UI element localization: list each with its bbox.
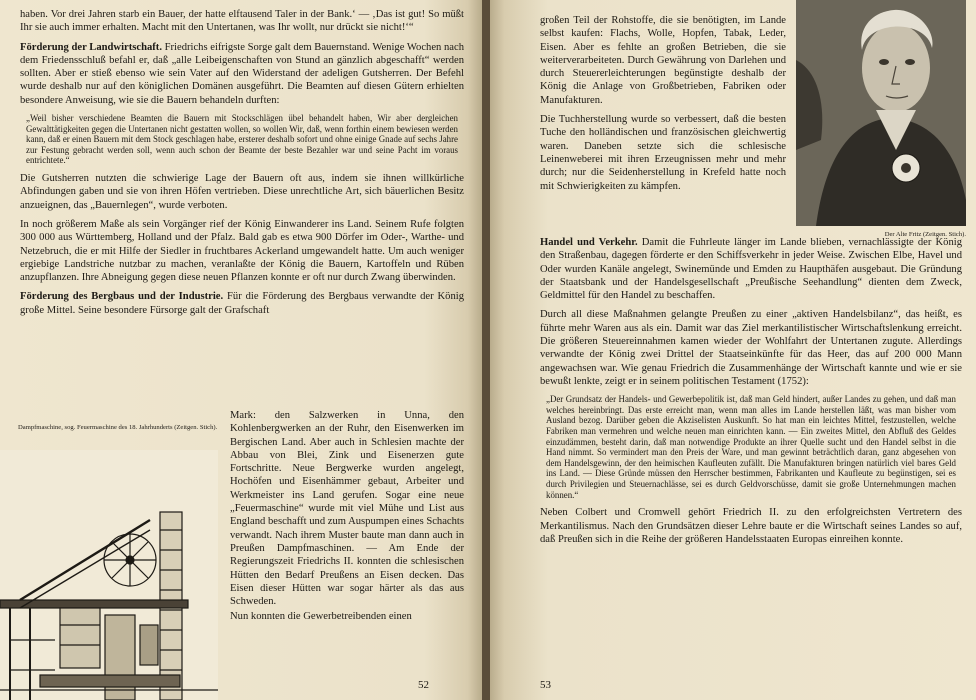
paragraph-landwirtschaft (20, 41, 464, 107)
portrait-alter-fritz (796, 0, 966, 226)
paragraph-gutsherren: Die Gutsherren nutzten die schwierige Lage der Bauern oft aus, indem sie ihnen willkürliche Abfindungen gaben und sie von ihren Höfen vertrieben. Diese unrechtliche Art, sich bäuerlichen Besitz anzueignen, das „Bauernlegen“, wurde verboten. (20, 173, 464, 211)
section-heading-bergbau: Förderung des Bergbaus und der Industrie. (20, 291, 224, 303)
page-number-left: 52 (418, 679, 429, 691)
section-heading-handel: Handel und Verkehr. (540, 237, 638, 248)
left-text-column (20, 8, 464, 317)
right-wide-column (540, 236, 962, 552)
paragraph-gewerbetreibende: Nun konnten die Gewerbetreibenden einen (230, 611, 412, 623)
paragraph-intro: haben. Vor drei Jahren starb ein Bauer, der hatte elftausend Taler in der Bank.‘ — ‚Das ist gut! So müßt Ihr sie auch immer erhalten. Macht mit den Untertanen, was Ihr wollt, nur drückt sie nicht!‘“ (20, 9, 464, 34)
left-page (0, 0, 482, 700)
caption-alter-fritz: Der Alte Fritz (Zeitgen. Stich). (884, 231, 966, 238)
paragraph-einwanderer: In noch größerem Maße als sein Vorgänger rief der König Einwanderer ins Land. Seinem Rufe folgten 300 000 aus Württemberg, Holland und der Pfalz. Bald gab es etwa 900 Dörfer im Oder-, Warthe- und Netzebruch, die er mit Hilfe der Siedler in fruchtbares Ackerland umgewandelt hatte. Um auch weniger ergiebige Landstriche nutzbar zu machen, veranlaßte der König die Bauern, Kartoffeln und Rüben anzupflanzen. Ihre Abneigung gegen diese neuen Pflanzen konnte er oft nur durch Zwang überwinden. (20, 218, 464, 284)
caption-dampfmaschine: Dampfmaschine, sog. Feuermaschine des 18. Jahrhunderts (Zeitgen. Stich). (18, 424, 218, 431)
paragraph-bergbau (20, 290, 464, 317)
book-gutter (482, 0, 490, 700)
section-text-landwirtschaft: Friedrichs eifrigste Sorge galt dem Bauernstand. Wenige Wochen nach dem Friedensschluß befahl er, daß „alle Leibeigenschaften von Stund an gänzlich abgeschafft“ werden sollten. Aber er stieß ebenso wie sein Vater auf den Widerstand der adeligen Gutsherren. Der Befehl wurde deshalb nur auf den königlichen Domänen ausgeführt. Die Beamten auf diesen Gütern erhielten besondere Anweisung, wie sie die Bauern behandeln durften: (20, 41, 464, 106)
section-heading-landwirtschaft: Förderung der Landwirtschaft. (20, 41, 162, 53)
paragraph-rohstoffe: großen Teil der Rohstoffe, die sie benötigten, im Lande selbst kaufen: Flachs, Wolle, Hopfen, Tabak, Leder, Eisen. Aber es fehlte an großen Betrieben, die sie weiterverarbeiteten. Durch Gewährung von Darlehen und durch Steuererleichterungen begünstigte deshalb der König die Anlage von Großbetrieben, Fabriken oder Manufakturen. (540, 15, 786, 106)
right-page (490, 0, 976, 700)
right-narrow-column (540, 14, 786, 199)
paragraph-merkantilismus: Neben Colbert und Cromwell gehört Friedrich II. zu den erfolgreichsten Vertretern des Merkantilismus. Nach den Grundsätzen dieser Lehre baute er die Wirtschaft seines Landes so auf, daß Preußen sich in die Reihe der größeren Handelsstaaten Europas einreihen konnte. (540, 507, 962, 545)
left-narrow-column (230, 409, 464, 630)
page-number-right: 53 (540, 679, 551, 691)
section-text-handel: Damit die Fuhrleute länger im Lande blieben, vernachlässigte der König den Straßenbau, dagegen förderte er den Schiffsverkehr in jeder Weise. Zwischen Elbe, Havel und Oder wurden Kanäle angelegt, Swinemünde und Emden zu Haupthäfen ausgebaut. Die Gründung der Staatsbank und der Handelsgesellschaft „Preußische Seehandlung“ dienten dem Zweck, Geldmittel für den Handel zu beschaffen. (540, 237, 962, 302)
section-text-bergbau: Für die Förderung des Bergbaus verwandte der König große Mittel. Seine besondere Fürsorge galt der Grafschaft (20, 291, 464, 316)
paragraph-handel (540, 236, 962, 302)
paragraph-handelsbilanz: Durch all diese Maßnahmen gelangte Preußen zu einer „aktiven Handelsbilanz“, das heißt, es führte mehr Waren aus als ein. Damit war das Ziel merkantilistischer Wirtschaftslenkung erreicht. Die größeren Steuereinnahmen kamen wieder der Wohlfahrt der Untertanen zugute. Allerdings verwandte der König zwei Drittel der Staatseinkünfte für das Heer, das auf 200 000 Mann angewachsen war. Wie genau Friedrich die Zusammenhänge der Wirtschaft kannte und wie er sie bewußt lenkte, zeigt er in seinem politischen Testament (1752): (540, 309, 962, 387)
paragraph-bergbau-continued: Mark: den Salzwerken in Unna, den Kohlenbergwerken an der Ruhr, den Eisenwerken im Bergischen Land. Aber auch in Schlesien machte der Abbau von Blei, Zink und Eisenerzen gute Fortschritte. Neue Bergwerke wurden angelegt, Hochöfen und Eisenhämmer gebaut, Arbeiter und Werkmeister ins Land gerufen. Sogar eine neue „Feuermaschine“ wurde mit viel Mühe und List aus England beschafft und zum Auspumpen eines Schachts verwandt. Nach ihrem Muster baute man dann auch in Preußen Dampfmaschinen. — Am Ende der Regierungszeit Friedrichs II. konnten die schlesischen Hütten den Bedarf Preußens an Eisen decken. Das Eisen dieser Hütten war sogar härter als das aus Schweden. (230, 410, 464, 608)
quote-testament: „Der Grundsatz der Handels- und Gewerbepolitik ist, daß man Geld hindert, außer Landes zu gehen, und daß man welches hereinbringt. Das erste erreicht man, wenn man alles im Lande herstellen läßt, was man bisher vom Ausland bezog. Darüber geben die Akziselisten Auskunft. So hat man ein leichtes Mittel, festzustellen, welche Fabriken man vermehren und welche neuen man einrichten kann. — Ein zweites Mittel, den Abfluß des Geldes einzudämmen, besteht darin, daß man notwendige Produkte an ihrer Quelle sucht und den Handel selbst in die Hand nimmt. So vermindert man den Preis der Ware, und man gewinnt beträchtlich daran, ganz abgesehen von dem Handelsgewinn, der den heimischen Kaufleuten zufällt. Die Manufakturen bringen natürlich viel bares Geld ins Land. — Diese Gründe müssen den Herrscher bestimmen, Fabrikanten und Kaufleute zu begünstigen, sei es durch Privilegien und Steuernachlässe, sei es durch Geldvorschüsse, damit sie große Unternehmungen machen können.“ (546, 394, 956, 500)
paragraph-tuchherstellung: Die Tuchherstellung wurde so verbessert, daß die besten Tuche den holländischen und französischen gleichwertig waren. Daneben setzte sich die schlesische Leinenweberei mit ihren Erzeugnissen mehr und mehr durch; nur die Seidenherstellung in Krefeld hatte noch mit Schwierigkeiten zu kämpfen. (540, 114, 786, 192)
steam-engine-illustration (0, 450, 218, 700)
quote-beamten: „Weil bisher verschiedene Beamten die Bauern mit Stockschlägen übel behandelt haben, Wir aber dergleichen Gewalttätigkeiten gegen die Untertanen nicht gestatten wollen, so wollen Wir, daß, wenn forthin einem bewiesen werden kann, daß er einen Bauern mit dem Stock geschlagen habe, ersterer deshalb sofort und ohne einige Gnade auf sechs Jahre zur Festung gebracht werden soll, wenn auch schon der Beamte der beste Bezahler war und seine Pacht im voraus entrichtete.“ (26, 113, 458, 166)
